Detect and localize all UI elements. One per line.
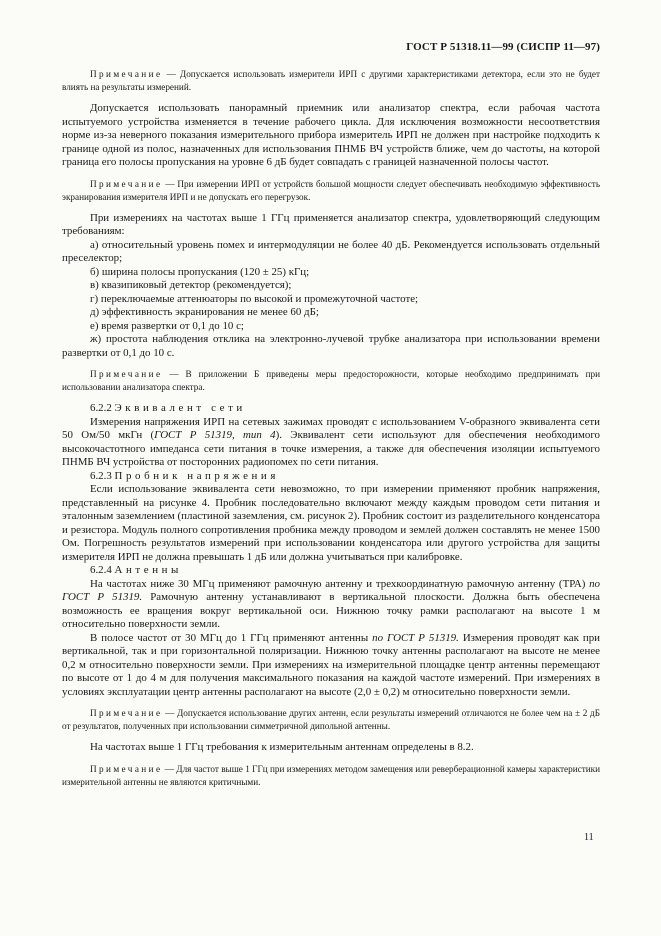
paragraph-panoramic-receiver: Допускается использовать панорамный приемник или анализатор спектра, если рабочая частота испытуемого устройства изменяется в течение рабочего цикла. Для исключения возможности несоответствия норме из-за неверного показания измерительного прибора измеритель ИРП не должен при настройке подходить к границе одной из полос, назначенных для использования ПНМБ ВЧ устройств ближе, чем до частоты, на которой граница его полосы пропускания на уровне 6 дБ будет совпадать с границей назначенной полосы частот. [62, 102, 600, 168]
list-item: в) квазипиковый детектор (рекомендуется); [90, 279, 292, 291]
note-text: Для частот выше 1 ГГц при измерениях методом замещения или реверберационной камеры характеристики измерительной антенны не являются критичными. [62, 763, 601, 787]
note-label: Примечание [90, 763, 163, 774]
section-title: Эквивалент сети [114, 402, 246, 414]
list-item: г) переключаемые аттенюаторы по высокой и промежуточной частоте; [90, 292, 419, 305]
paragraph-loop-antenna [62, 578, 600, 632]
note-dash: — [162, 69, 180, 79]
note-dash: — [162, 763, 177, 774]
note-text: Допускается использование других антенн, если результаты измерений отличаются не более чем на ± 2 дБ от результатов, полученных при использовании симметричной дипольной антенны. [62, 708, 601, 731]
section-heading-6-2-4 [62, 564, 600, 578]
list-item: б) ширина полосы пропускания (120 ± 25) кГц; [90, 265, 310, 278]
standard-reference: по ГОСТ Р 51319. [372, 631, 459, 644]
page-number: 11 [584, 832, 594, 843]
list-item: ж) простота наблюдения отклика на электронно-лучевой трубке анализатора при использовании времени развертки от 0,1 до 10 с. [62, 333, 600, 359]
section-title: Пробник напряжения [114, 469, 279, 482]
note-label: Примечание [90, 369, 163, 379]
note-label: Примечание [90, 69, 163, 79]
section-heading-6-2-2 [62, 402, 600, 416]
standard-reference: ГОСТ Р 51319, тип 4 [154, 429, 276, 441]
note-dash: — [162, 178, 178, 189]
list-item: а) относительный уровень помех и интермодуляции не более 40 дБ. Рекомендуется использовать отдельный преселектор; [62, 238, 600, 264]
text-run: Рамочную антенну устанавливают в вертикальной плоскости. Должна быть обеспечена возможность ее вращения вокруг вертикальной оси. Нижнюю точку рамки располагают на высоте 1 м относительно поверхности земли. [62, 591, 600, 630]
note-label: Примечание [90, 708, 163, 718]
list-item: е) время развертки от 0,1 до 10 с; [90, 319, 244, 332]
note-detector [62, 68, 600, 94]
text-run: Измерения напряжения ИРП на сетевых зажимах проводят с использованием V-образного эквивалента сети 50 Ом/50 мкГн ( [62, 415, 600, 441]
section-title: Антенны [114, 564, 182, 576]
note-dash: — [162, 369, 186, 379]
paragraph-voltage-probe: Если использование эквивалента сети невозможно, то при измерении применяют пробник напряжения, представленный на рисунке 4. Пробник последовательно включают между каждым проводом сети питания и эталонным заземлением (пластиной заземления, см. рисунок 2). Пробник состоит из разделительного конденсатора и резистора. Модуль полного сопротивления пробника между проводом и землей должен составлять не менее 1500 Ом. Погрешность результатов измерений при использовании конденсатора или другого устройства для защиты измерителя ИРП не должна превышать 1 дБ или должна учитываться при калибровке. [62, 483, 600, 563]
paragraph-vhf-antenna [62, 632, 600, 700]
section-number: 6.2.4 [90, 564, 112, 576]
note-other-antennas [62, 707, 600, 733]
page-content [62, 41, 600, 797]
note-text: Допускается использовать измерители ИРП с другими характеристиками детектора, если это не будет влиять на результаты измерений. [62, 69, 600, 92]
requirements-list [62, 239, 600, 361]
running-header: ГОСТ Р 51318.11—99 (СИСПР 11—97) [406, 41, 600, 53]
paragraph-lisn [62, 416, 600, 470]
text-run: ). Эквивалент сети используют для обеспечения необходимого высокочастотного импеданса сети питания в точке измерения, а также для обеспечения изоляции испытуемого ПНМБ ВЧ устройства от посторонних радиопомех по сети питания. [62, 429, 600, 468]
paragraph-spectrum-analyzer: При измерениях на частотах выше 1 ГГц применяется анализатор спектра, удовлетворяющий следующим требованиям: [62, 211, 600, 237]
note-dash: — [162, 708, 177, 718]
note-text: При измерении ИРП от устройств большой мощности следует обеспечивать необходимую эффективность экранирования измерителя ИРП и не допускать его перегрузок. [62, 178, 601, 202]
paragraph-above-1ghz: На частотах выше 1 ГГц требования к измерительным антеннам определены в 8.2. [90, 741, 474, 753]
text-run: Измерения проводят как при вертикальной, так и при горизонтальной поляризации. Нижнюю точку антенны располагают на высоте не менее 0,2 м относительно поверхности земли. При измерениях на измерительной площадке центр антенны перемещают по высоте от 1 до 4 м для получения максимального показания на каждой частоте измерений. При измерениях в условиях эксплуатации центр антенны располагают на высоте (2,0 ± 0,2) м относительно поверхности земли. [62, 631, 601, 698]
list-item: д) эффективность экранирования не менее 60 дБ; [90, 306, 319, 318]
text-run: В полосе частот от 30 МГц до 1 ГГц применяют антенны [90, 631, 373, 644]
note-substitution [62, 763, 600, 789]
note-label: Примечание [90, 178, 163, 189]
text-run: На частотах ниже 30 МГц применяют рамочную антенну и трехкоординатную рамочную антенну (ТРА) [90, 577, 590, 590]
note-shielding [62, 178, 600, 204]
section-number: 6.2.2 [90, 402, 112, 414]
note-appendix-b [62, 368, 600, 394]
section-heading-6-2-3 [62, 470, 600, 484]
standard-reference: по ГОСТ Р 51319. [62, 577, 600, 603]
section-number: 6.2.3 [90, 469, 112, 482]
note-text: В приложении Б приведены меры предосторожности, которые необходимо предпринимать при использовании анализатора спектра. [62, 369, 601, 392]
